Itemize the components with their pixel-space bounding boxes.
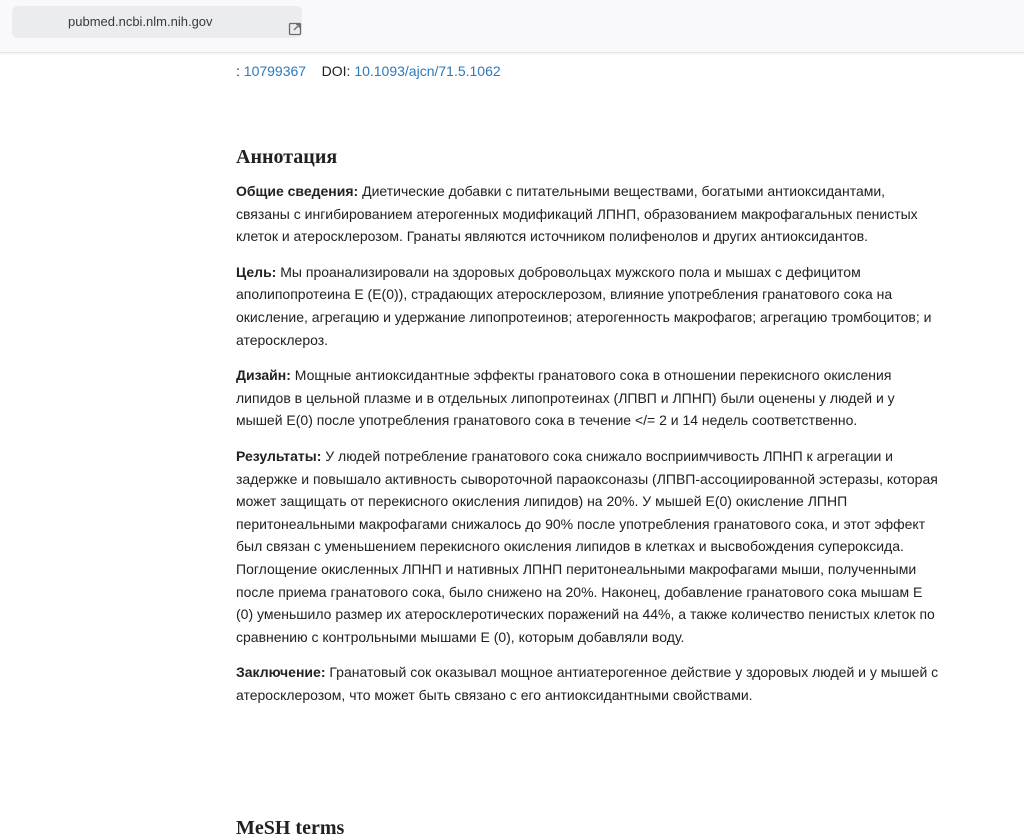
abstract-section-results <box>236 445 940 648</box>
abstract-section-background <box>236 180 940 248</box>
abstract-section-conclusion <box>236 661 940 706</box>
section-text: У людей потребление гранатового сока снижало восприимчивость ЛПНП к агрегации и задержке и повышало активность сывороточной параоксоназы (ЛПВП-ассоциированной эстеразы, которая может защищать от перекисного окисления липидов) на 20%. У мышей Е(0) окисление ЛПНП перитонеальными макрофагами снижалось до 90% после употребления гранатового сока, и этот эффект был связан с уменьшением перекисного окисления липидов в клетках и высвобождения супероксида. Поглощение окисленных ЛПНП и нативных ЛПНП перитонеальными макрофагами мыши, полученными после приема гранатового сока, было снижено на 20%. Наконец, добавление гранатового сока мышам Е (0) уменьшило размер их атеросклеротических поражений на 44%, а также количество пенистых клеток по сравнению с контрольными мышами Е (0), которым добавляли воду. <box>236 447 938 645</box>
section-label: Цель: <box>236 263 277 280</box>
section-label: Дизайн: <box>236 367 291 384</box>
section-text: Мы проанализировали на здоровых добровольцах мужского пола и мышах с дефицитом аполипопротеина Е (Е(0)), страдающих атеросклерозом, влияние употребления гранатового сока на окисление, агрегацию и удержание липопротеинов; атерогенность макрофагов; агрегацию тромбоцитов; и атеросклероз. <box>236 263 932 348</box>
article-identifiers <box>236 62 501 80</box>
section-text: Мощные антиоксидантные эффекты гранатового сока в отношении перекисного окисления липидов в цельной плазме и в отдельных липопротеинах (ЛПВП и ЛПНП) были оценены у людей и у мышей Е(0) после употребления гранатового сока в течение </= 2 и 14 недель соответственно. <box>236 367 895 429</box>
section-label: Общие сведения: <box>236 183 359 199</box>
abstract-body <box>236 180 940 719</box>
abstract-section-design <box>236 364 940 432</box>
pmid-prefix: : <box>236 63 240 79</box>
next-section-title: MeSH terms <box>236 817 345 839</box>
section-label: Заключение: <box>236 664 326 681</box>
url-bar[interactable] <box>12 6 302 38</box>
browser-top-bar <box>0 0 1024 53</box>
url-text: pubmed.ncbi.nlm.nih.gov <box>68 14 213 29</box>
doi-label: DOI: <box>321 63 351 79</box>
abstract-title: Аннотация <box>236 146 338 168</box>
section-text: Диетические добавки с питательными веществами, богатыми антиоксидантами, связаны с ингибированием атерогенных модификаций ЛПНП, образованием макрофагальных пенистых клеток и атеросклерозом. Гранаты являются источником полифенолов и других антиоксидантов. <box>236 183 918 245</box>
section-text: Гранатовый сок оказывал мощное антиатерогенное действие у здоровых людей и у мышей с атеросклерозом, что может быть связано с его антиоксидантными свойствами. <box>236 664 939 703</box>
pmid-link[interactable]: 10799367 <box>243 63 307 79</box>
doi-link[interactable]: 10.1093/ajcn/71.5.1062 <box>354 63 501 79</box>
abstract-section-objective <box>236 261 940 351</box>
section-label: Результаты: <box>236 447 322 464</box>
external-link-icon[interactable] <box>288 22 302 36</box>
